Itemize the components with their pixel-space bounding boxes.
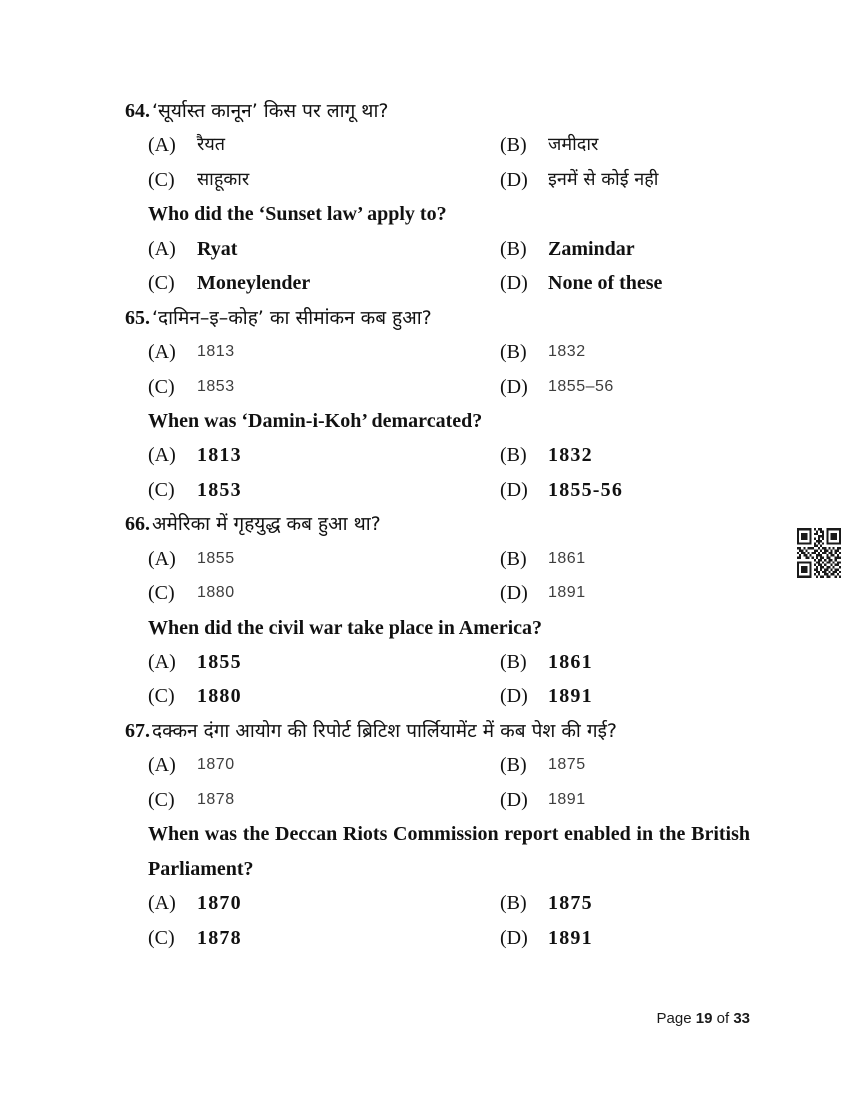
option-label: (C) [148,375,175,398]
option-value: इनमें से कोई नही [548,168,659,190]
option-value: 1891 [548,790,586,808]
hindi-option-row [125,748,750,782]
option-value: 1861 [548,651,593,673]
question-text-english: When was ‘Damin-i-Koh’ demarcated? [148,409,483,432]
option-value: 1832 [548,343,586,361]
option-value: रैयत [197,134,226,156]
option-label: (A) [148,754,176,777]
option-value: साहूकार [197,168,250,190]
option-label: (B) [500,341,527,364]
option-label: (B) [500,237,527,260]
question-number: 66. [125,513,150,536]
option-value: 1870 [197,892,242,915]
english-option-row [125,679,750,713]
hindi-option-row [125,783,750,817]
option-label: (B) [500,754,527,777]
option-label: (D) [500,926,528,949]
question-text-hindi: ‘सूर्यास्त कानून’ किस पर लागू था? [152,100,389,122]
english-question-row [125,852,750,886]
option-label: (D) [500,272,528,295]
english-option-row [125,886,750,920]
option-label: (D) [500,788,528,811]
hindi-question-row [125,94,750,128]
english-option-row [125,266,750,300]
option-label: (C) [148,582,175,605]
option-label: (C) [148,478,175,501]
option-value: 1855-56 [548,478,624,501]
footer-page-number: 19 [695,1010,713,1027]
page-footer [657,1008,750,1030]
question-66 [125,507,750,714]
question-text-english-line2: Parliament? [148,857,254,880]
question-text-hindi: ‘दामिन–इ–कोह’ का सीमांकन कब हुआ? [152,306,432,329]
option-label: (C) [148,685,175,708]
option-label: (A) [148,651,176,673]
qr-code-icon [797,528,841,578]
option-label: (C) [148,168,175,191]
english-option-row [125,232,750,266]
english-question-row [125,404,750,438]
option-value: 1853 [197,377,235,395]
english-option-row [125,645,750,679]
option-value: 1855–56 [548,377,614,395]
option-value: 1880 [197,584,235,602]
option-value: 1891 [548,685,593,708]
footer-total-pages: 33 [733,1010,750,1027]
option-label: (C) [148,788,175,811]
option-label: (A) [148,547,176,570]
option-value: 1861 [548,549,586,567]
option-value: None of these [548,272,663,295]
option-label: (B) [500,892,527,915]
english-question-row [125,197,750,231]
option-value: 1853 [197,478,242,501]
question-text-hindi: दक्कन दंगा आयोग की रिपोर्ट ब्रिटिश पार्लियामेंट में कब पेश की गई? [152,719,617,742]
option-value: Ryat [197,237,238,260]
option-value: 1855 [197,549,235,567]
english-question-row [125,611,750,645]
option-value: 1878 [197,926,242,949]
hindi-option-row [125,576,750,610]
option-value: 1870 [197,756,235,774]
option-value: 1832 [548,444,593,467]
hindi-option-row [125,128,750,162]
option-value: Zamindar [548,237,635,260]
option-label: (A) [148,134,176,157]
question-text-hindi: अमेरिका में गृहयुद्ध कब हुआ था? [152,513,381,536]
option-value: 1880 [197,685,242,708]
footer-word-page: Page [656,1010,692,1027]
english-question-row [125,817,750,851]
question-text-english: When did the civil war take place in America? [148,616,543,639]
question-67 [125,714,750,955]
option-label: (B) [500,134,527,157]
hindi-option-row [125,542,750,576]
footer-word-of: of [716,1010,730,1027]
option-label: (A) [148,892,176,915]
option-label: (B) [500,444,527,467]
option-value: 1891 [548,926,593,949]
option-value: 1891 [548,584,586,602]
option-label: (C) [148,926,175,949]
hindi-option-row [125,335,750,369]
option-value: जमीदार [548,134,599,156]
option-label: (A) [148,444,176,467]
question-64 [125,94,750,301]
question-text-english-line1: When was the Deccan Riots Commission report enabled in the British [148,823,750,846]
option-label: (D) [500,168,528,191]
option-value: 1855 [197,651,242,673]
question-list [125,94,750,955]
option-value: 1813 [197,444,242,467]
english-option-row [125,921,750,955]
option-value: Moneylender [197,272,311,295]
option-label: (C) [148,272,175,295]
option-label: (B) [500,651,527,673]
hindi-question-row [125,714,750,748]
question-number: 64. [125,100,150,122]
option-value: 1878 [197,790,235,808]
question-65 [125,301,750,508]
option-label: (D) [500,375,528,398]
option-label: (B) [500,547,527,570]
question-number: 67. [125,719,150,742]
option-label: (D) [500,478,528,501]
hindi-option-row [125,163,750,197]
option-label: (A) [148,341,176,364]
option-value: 1875 [548,756,586,774]
english-option-row [125,438,750,472]
option-label: (D) [500,582,528,605]
hindi-question-row [125,507,750,541]
question-text-english: Who did the ‘Sunset law’ apply to? [148,203,447,226]
option-value: 1813 [197,343,235,361]
question-number: 65. [125,306,150,329]
option-label: (D) [500,685,528,708]
hindi-option-row [125,370,750,404]
option-label: (A) [148,237,176,260]
english-option-row [125,473,750,507]
hindi-question-row [125,301,750,335]
option-value: 1875 [548,892,593,915]
